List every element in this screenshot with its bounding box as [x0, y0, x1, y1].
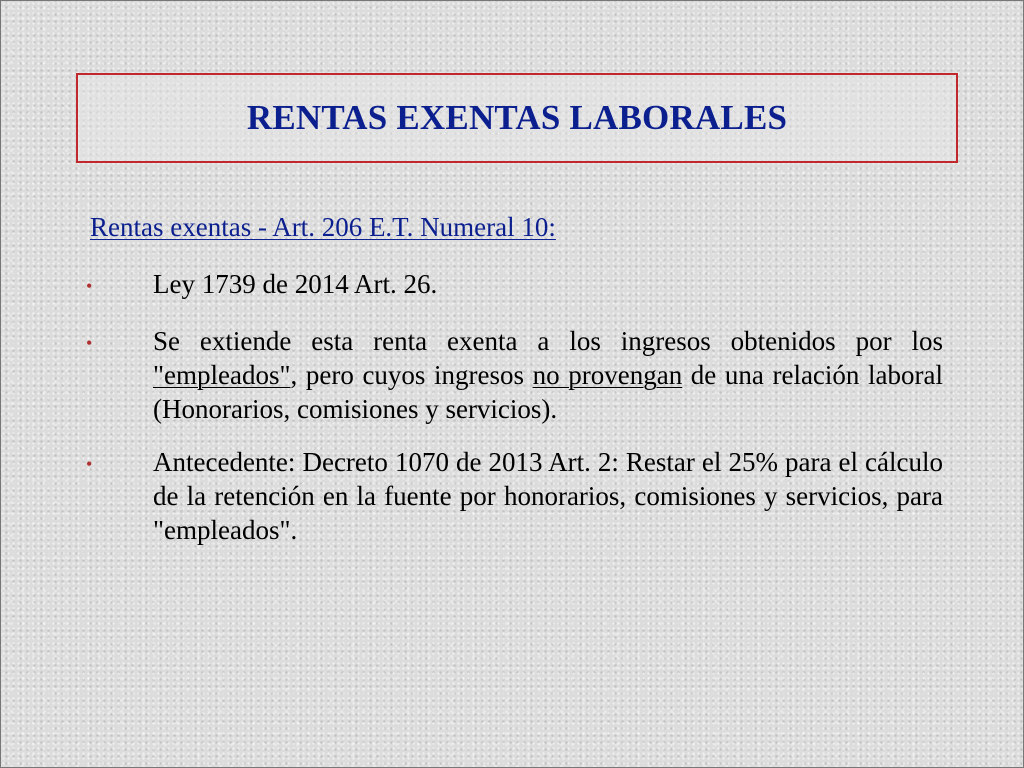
bullet-text-part: , pero cuyos ingresos [290, 360, 533, 390]
bullet-text: Antecedente: Decreto 1070 de 2013 Art. 2: Restar el 25% para el cálculo de la retención en la fuente por honorarios, comisiones y servicios, para "empleados". [153, 447, 943, 545]
bullet-icon: • [86, 454, 93, 474]
bullet-item-1 [81, 267, 943, 305]
bullet-text [153, 324, 943, 426]
bullet-item-2 [81, 324, 943, 426]
bullet-text-part: de una relación laboral (Honorarios, comisiones y servicios). [153, 360, 943, 424]
bullet-text: Ley 1739 de 2014 Art. 26. [153, 269, 438, 299]
bullet-list [81, 267, 943, 566]
bullet-text-part: Se extiende esta renta exenta a los ingresos obtenidos por los [153, 326, 943, 356]
underlined-no-provengan: no provengan [532, 360, 683, 390]
bullet-item-3 [81, 445, 943, 547]
underlined-empleados: "empleados" [153, 360, 291, 390]
title-box [76, 73, 958, 163]
bullet-icon: • [86, 333, 93, 353]
bullet-icon: • [86, 276, 93, 296]
slide-title: RENTAS EXENTAS LABORALES [246, 98, 788, 137]
section-subtitle: Rentas exentas - Art. 206 E.T. Numeral 10: [90, 212, 556, 242]
